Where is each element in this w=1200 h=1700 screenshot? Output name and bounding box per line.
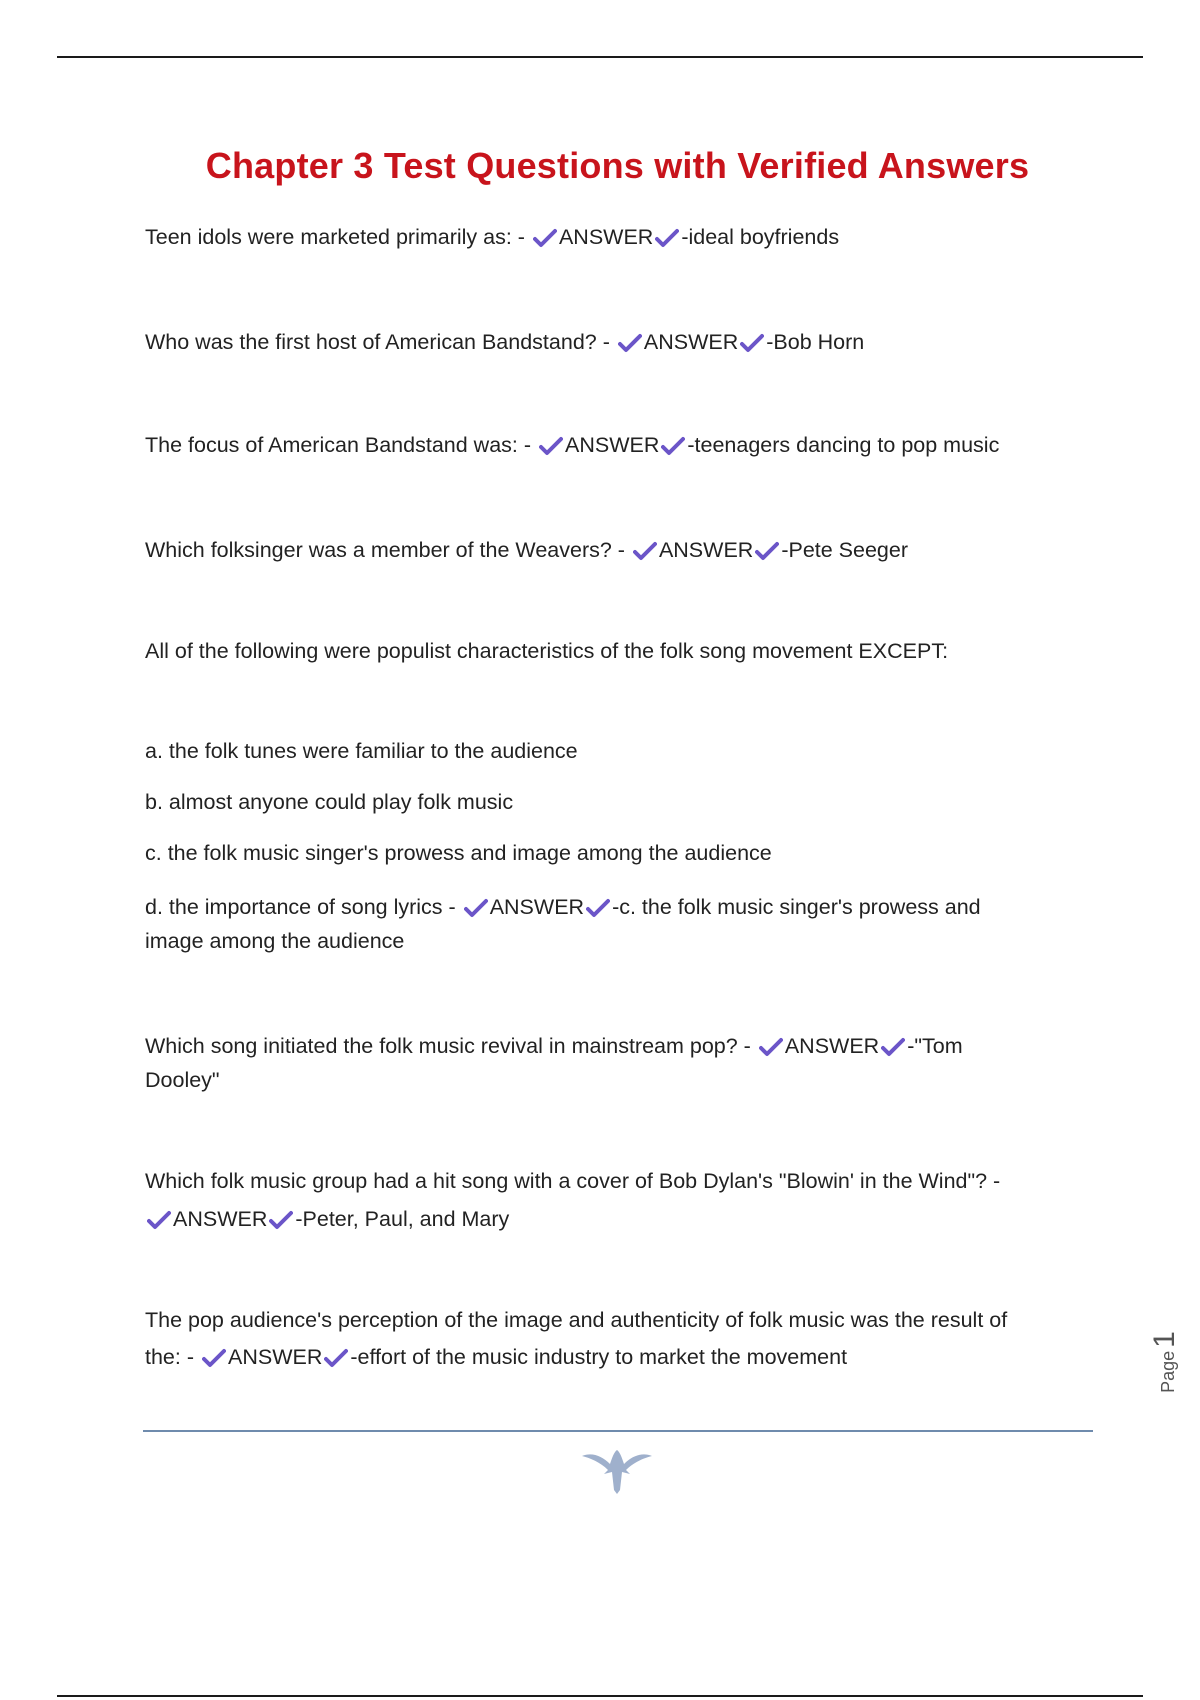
- answer-text: -Bob Horn: [766, 330, 865, 354]
- answer-text: -"Tom: [907, 1034, 963, 1058]
- option-d: [145, 890, 1095, 925]
- question-text: Which song initiated the folk music revival in mainstream pop? -: [145, 1034, 751, 1058]
- question-4: [145, 533, 1095, 568]
- checkmark-icon: [661, 436, 685, 456]
- answer-label: ANSWER: [784, 1034, 880, 1058]
- answer-label: ANSWER: [558, 225, 654, 249]
- footer-rule: [143, 1430, 1093, 1432]
- page-word: Page: [1158, 1350, 1178, 1393]
- checkmark-icon: [324, 1348, 348, 1368]
- answer-text: -Pete Seeger: [781, 538, 909, 562]
- checkmark-icon: [618, 333, 642, 353]
- option-a: a. the folk tunes were familiar to the audience: [145, 739, 578, 763]
- checkmark-icon: [539, 436, 563, 456]
- option-c: c. the folk music singer's prowess and image among the audience: [145, 841, 772, 865]
- checkmark-icon: [464, 898, 488, 918]
- question-8-text: The pop audience's perception of the image and authenticity of folk music was the result of: [145, 1308, 1008, 1332]
- answer-label: ANSWER: [227, 1345, 323, 1369]
- option-b: b. almost anyone could play folk music: [145, 790, 514, 814]
- option-d-text: d. the importance of song lyrics -: [145, 895, 456, 919]
- question-3: [145, 428, 1095, 463]
- checkmark-icon: [633, 541, 657, 561]
- answer-label: ANSWER: [565, 433, 660, 457]
- question-2: [145, 325, 1095, 360]
- top-rule: [57, 56, 1143, 58]
- question-text: Which folksinger was a member of the Weavers? -: [145, 538, 625, 562]
- checkmark-icon: [269, 1210, 293, 1230]
- checkmark-icon: [740, 333, 764, 353]
- answer-text: -effort of the music industry to market the movement: [350, 1345, 848, 1369]
- answer-text: -teenagers dancing to pop music: [687, 433, 1000, 457]
- bottom-rule: [57, 1695, 1143, 1697]
- document-title: Chapter 3 Test Questions with Verified Answers: [205, 145, 1030, 186]
- question-text: Who was the first host of American Bandstand? -: [145, 330, 610, 354]
- answer-label: ANSWER: [173, 1207, 268, 1231]
- checkmark-icon: [755, 541, 779, 561]
- option-d-answer-continued: image among the audience: [145, 929, 405, 953]
- answer-text: -Peter, Paul, and Mary: [295, 1207, 510, 1231]
- checkmark-icon: [655, 228, 679, 248]
- page-number: 1: [1148, 1331, 1181, 1348]
- answer-text: -c. the folk music singer's prowess and: [612, 895, 981, 919]
- question-8-answer: [145, 1340, 1095, 1375]
- checkmark-icon: [147, 1210, 171, 1230]
- question-text: the: -: [145, 1345, 194, 1369]
- page-number-label: [1148, 1322, 1188, 1402]
- question-7-text: Which folk music group had a hit song with a cover of Bob Dylan's "Blowin' in the Wind"? -: [145, 1169, 1001, 1193]
- stylized-bird-logo-icon: [578, 1446, 656, 1496]
- checkmark-icon: [759, 1037, 783, 1057]
- question-1: [145, 220, 1095, 255]
- question-6: [145, 1029, 1095, 1064]
- answer-label: ANSWER: [658, 538, 754, 562]
- question-text: Teen idols were marketed primarily as: -: [145, 225, 525, 249]
- checkmark-icon: [586, 898, 610, 918]
- checkmark-icon: [881, 1037, 905, 1057]
- checkmark-icon: [533, 228, 557, 248]
- checkmark-icon: [202, 1348, 226, 1368]
- question-7-answer: [145, 1202, 1095, 1237]
- answer-label: ANSWER: [643, 330, 739, 354]
- question-text: The focus of American Bandstand was: -: [145, 433, 532, 457]
- question-5-stem: All of the following were populist characteristics of the folk song movement EXCEPT:: [145, 639, 949, 663]
- question-6-answer-continued: Dooley": [145, 1068, 220, 1092]
- answer-text: -ideal boyfriends: [681, 225, 840, 249]
- answer-label: ANSWER: [489, 895, 585, 919]
